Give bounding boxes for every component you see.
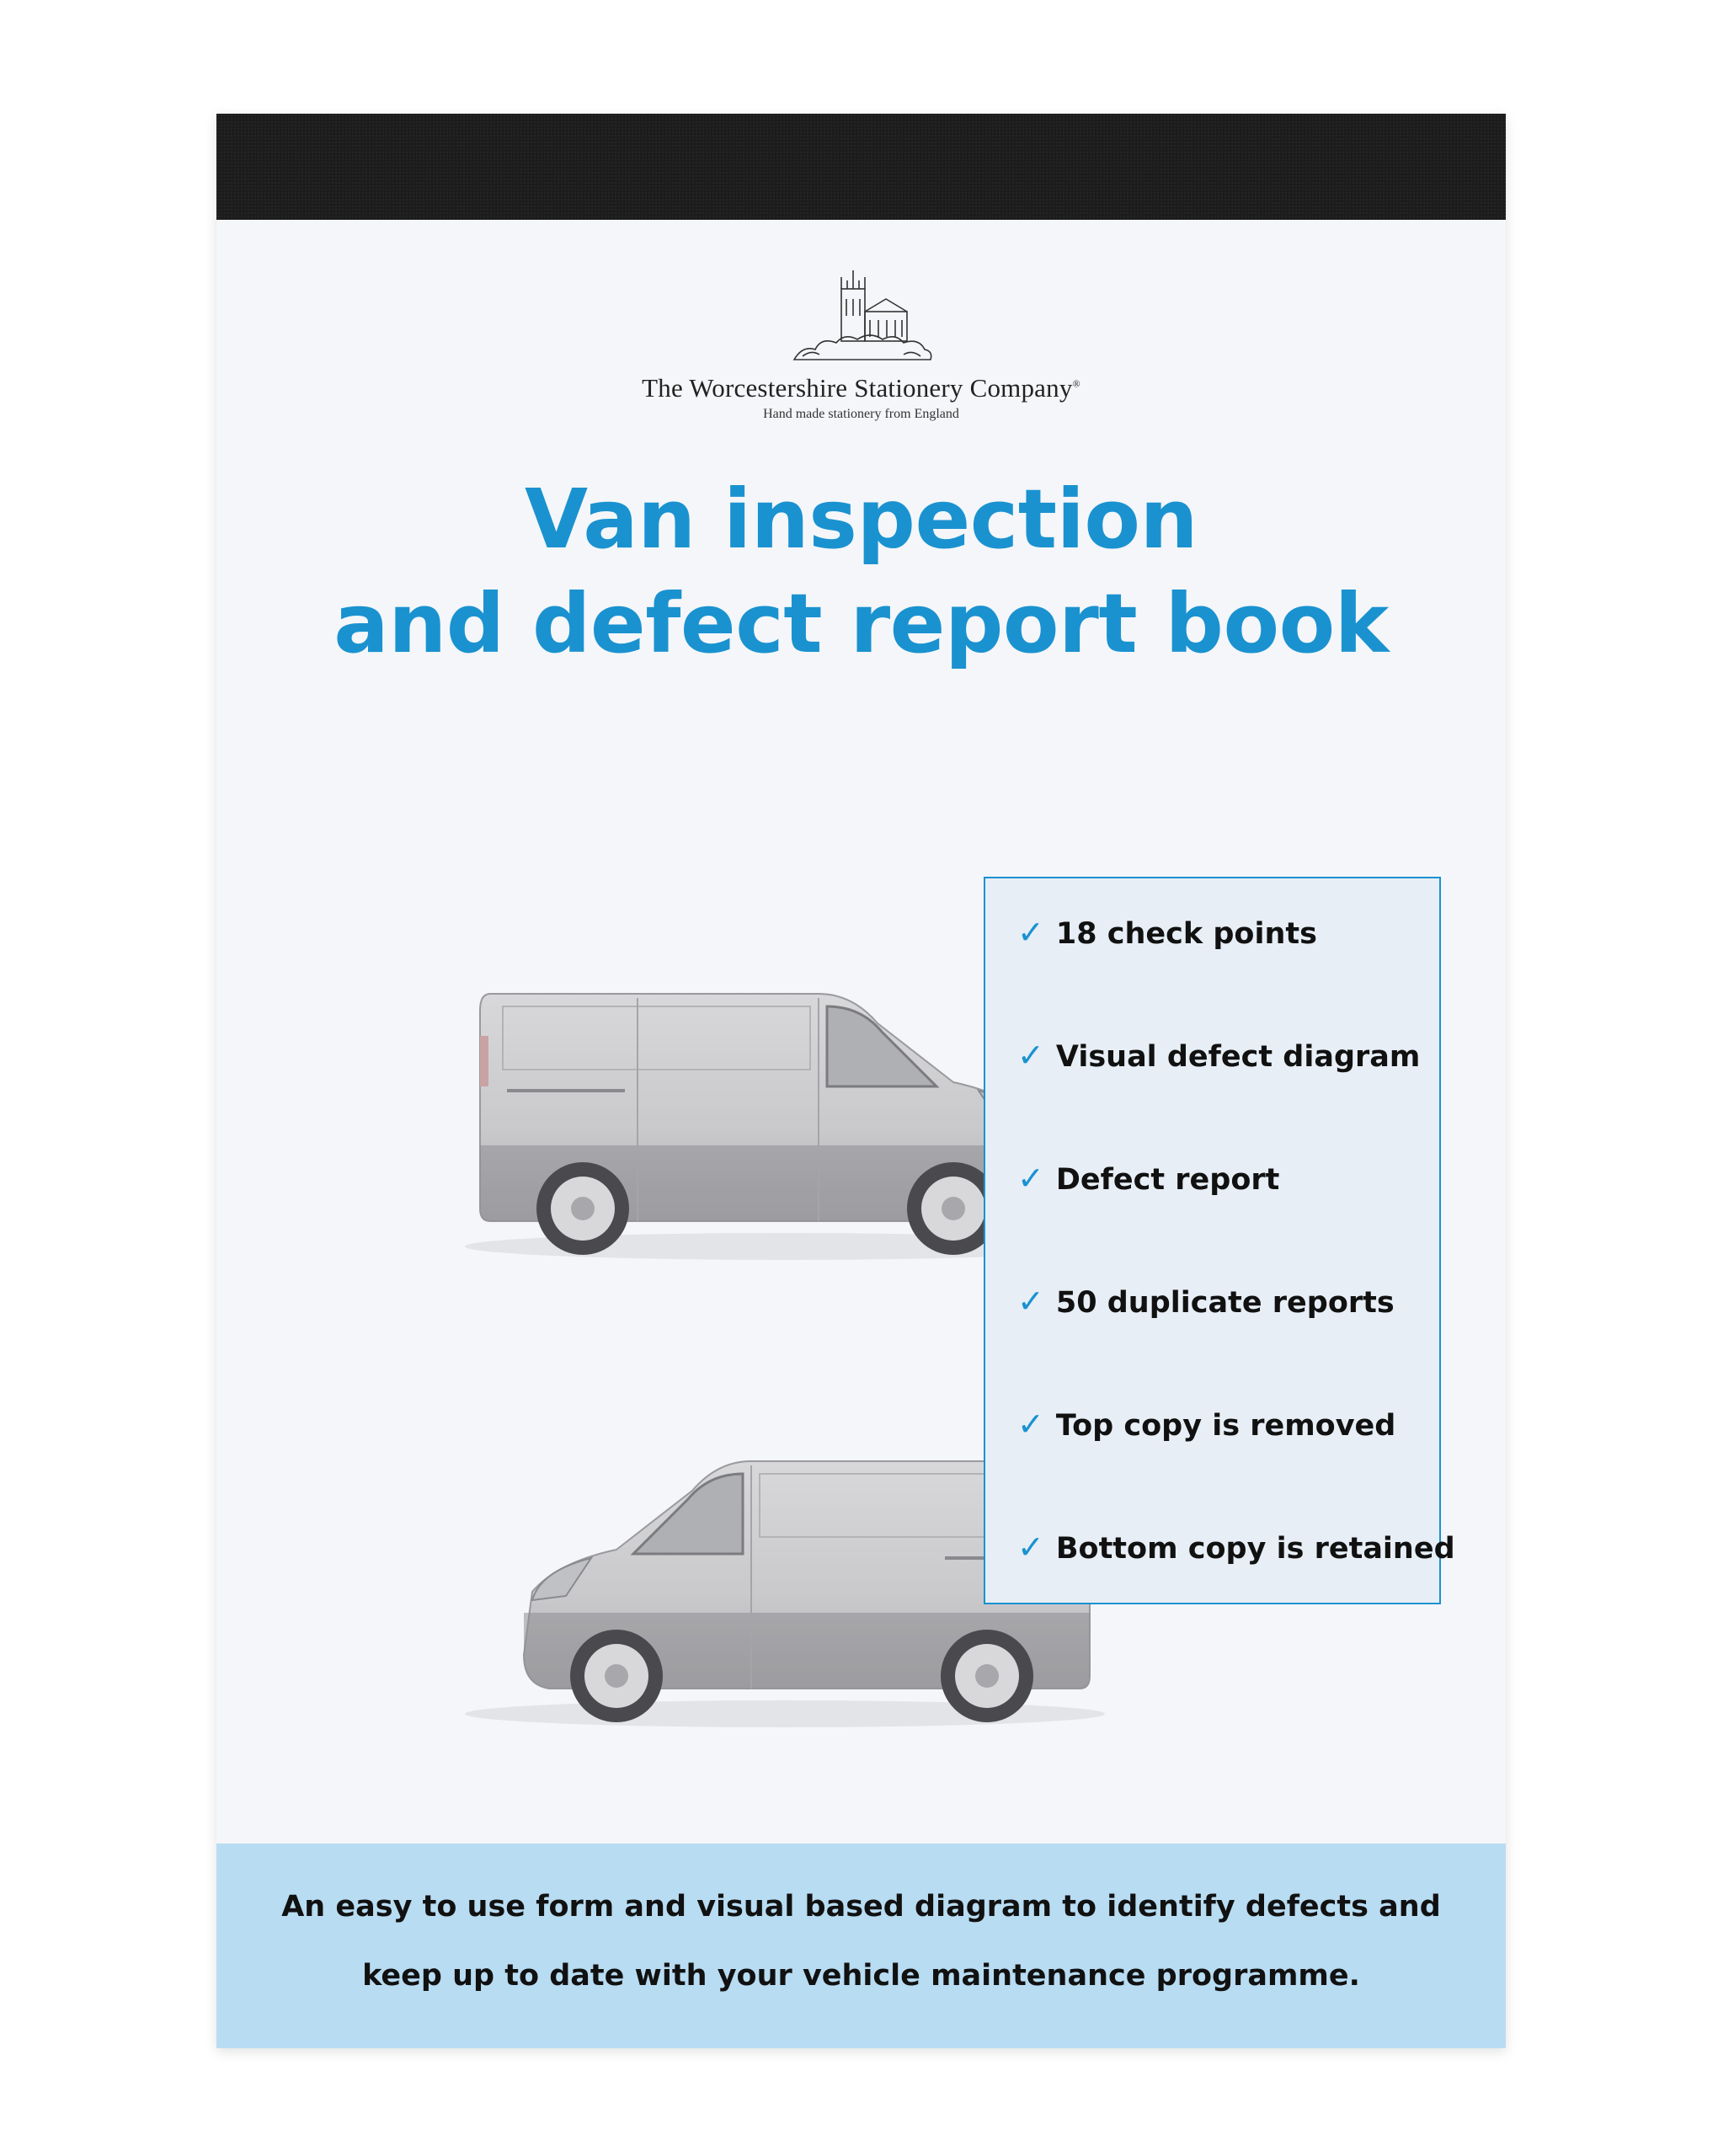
title-line-1: Van inspection [524,472,1198,567]
check-icon: ✓ [1017,1037,1044,1074]
cathedral-logo-icon [786,265,937,366]
feature-item: ✓ 18 check points [1017,914,1317,951]
title-line-2: and defect report book [333,576,1389,671]
company-name: The Worcestershire Stationery Company® [642,373,1080,403]
check-icon: ✓ [1017,1529,1044,1566]
binding-strip [216,114,1506,220]
feature-item: ✓ 50 duplicate reports [1017,1283,1395,1320]
company-tagline: Hand made stationery from England [763,407,959,421]
brand-logo [216,265,1506,422]
feature-item: ✓ Top copy is removed [1017,1406,1396,1443]
description-line-2: keep up to date with your vehicle maintenance programme. [362,1959,1360,1993]
check-icon: ✓ [1017,1283,1044,1320]
check-icon: ✓ [1017,1160,1044,1197]
features-box [984,877,1455,1604]
feature-item: ✓ Visual defect diagram [1017,1037,1421,1074]
book-title [216,467,1506,676]
description-line-1: An easy to use form and visual based diagram to identify defects and [281,1890,1441,1924]
feature-item: ✓ Bottom copy is retained [1017,1529,1455,1566]
feature-item: ✓ Defect report [1017,1160,1280,1197]
check-icon: ✓ [1017,914,1044,951]
description-band [216,1844,1506,2048]
report-book-cover [216,114,1506,2048]
check-icon: ✓ [1017,1406,1044,1443]
